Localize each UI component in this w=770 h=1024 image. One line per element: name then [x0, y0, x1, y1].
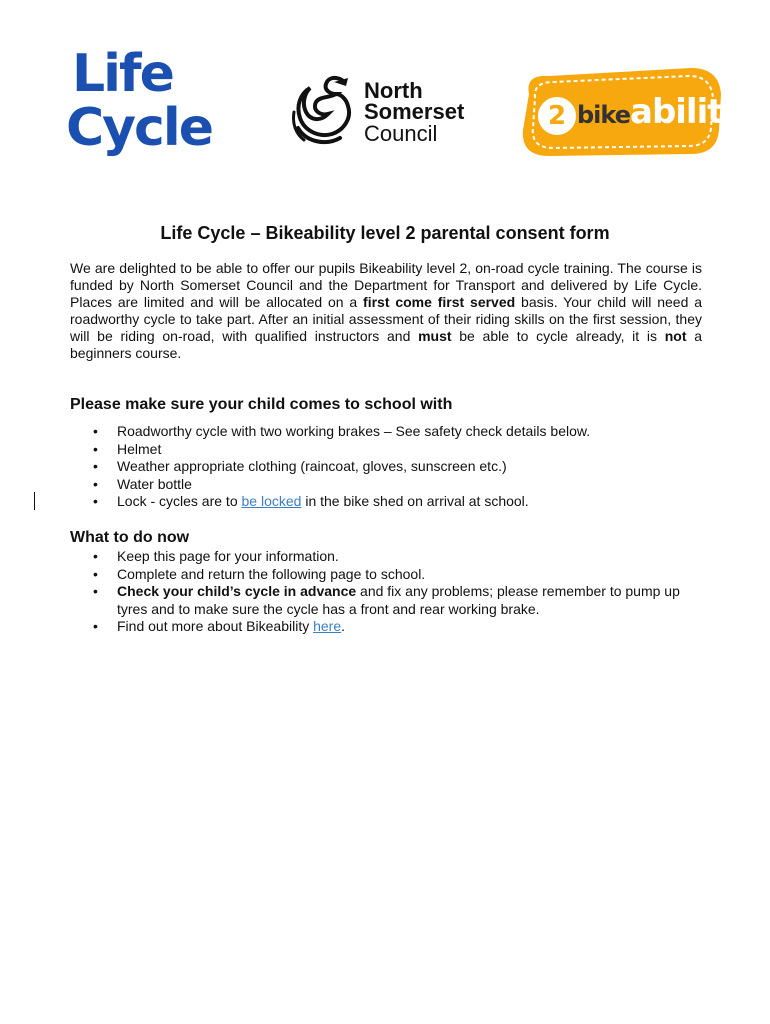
bikeability-word-ability: ability [630, 92, 744, 132]
list-item: • Weather appropriate clothing (raincoat, gloves, sunscreen etc.) [93, 458, 507, 474]
list-item-check-cycle: • Check your child’s cycle in advance and fix any problems; please remember to pump up tyres and to make sure the cycle has a front and rear working brake. [93, 583, 680, 617]
life-cycle-logo-line2: Cycle [66, 98, 212, 158]
bullet-icon: • [93, 423, 98, 439]
intro-bold-must: must [418, 328, 452, 344]
bikeability-word-bike: bike [577, 101, 630, 129]
bullet-icon: • [93, 565, 98, 582]
list-item-lock: • Lock - cycles are to be locked in the bike shed on arrival at school. [93, 493, 529, 509]
council-name-north: North [364, 78, 423, 103]
life-cycle-logo [66, 44, 231, 170]
intro-paragraph: We are delighted to be able to offer our pupils Bikeability level 2, on-road cycle training. The course is funded by North Somerset Council and the Department for Transport and delivered by Life Cycle. Places are limited and will be allocated on a first come first served basis. Your child will need a roadworthy cycle to take part. After an initial assessment of their riding skills on the first session, they will be riding on-road, with qualified instructors and must be able to cycle already, it is not a beginners course. [70, 260, 702, 361]
bullet-icon: • [93, 583, 98, 599]
bullet-icon: • [93, 440, 98, 457]
bring-list [70, 423, 710, 511]
list-item: • Complete and return the following page to school. [93, 565, 426, 582]
list-item: • Water bottle [93, 475, 192, 492]
council-crest-icon [290, 72, 360, 148]
bring-section-heading: Please make sure your child comes to school with [70, 396, 453, 413]
bikeability-logo [515, 64, 744, 160]
page-title: Life Cycle – Bikeability level 2 parental consent form [160, 223, 610, 243]
list-item: • Keep this page for your information. [93, 548, 339, 564]
todo-section-heading: What to do now [70, 529, 190, 546]
life-cycle-logo-line1: Life [72, 44, 173, 104]
bullet-icon: • [93, 475, 98, 492]
intro-bold-not: not [664, 328, 687, 344]
header-logos [0, 0, 770, 200]
bikeability-level-badge: 2 [535, 94, 579, 138]
council-name-council: Council [364, 121, 438, 146]
list-item: • Roadworthy cycle with two working brakes – See safety check details below. [93, 423, 591, 439]
list-item-find-out-more: • Find out more about Bikeability here. [93, 618, 346, 634]
be-locked-link[interactable]: be locked [241, 493, 302, 509]
north-somerset-council-logo [290, 72, 490, 152]
council-name-somerset: Somerset [364, 99, 465, 124]
bullet-icon: • [93, 618, 98, 634]
intro-bold-first-come: first come first served [363, 294, 516, 310]
bullet-icon: • [93, 458, 98, 474]
bullet-icon: • [93, 493, 98, 509]
check-cycle-bold: Check your child’s cycle in advance [117, 583, 357, 599]
bullet-icon: • [93, 548, 98, 564]
text-cursor [34, 492, 35, 510]
list-item: • Helmet [93, 440, 162, 457]
bikeability-here-link[interactable]: here [313, 618, 342, 634]
todo-list [70, 548, 710, 636]
